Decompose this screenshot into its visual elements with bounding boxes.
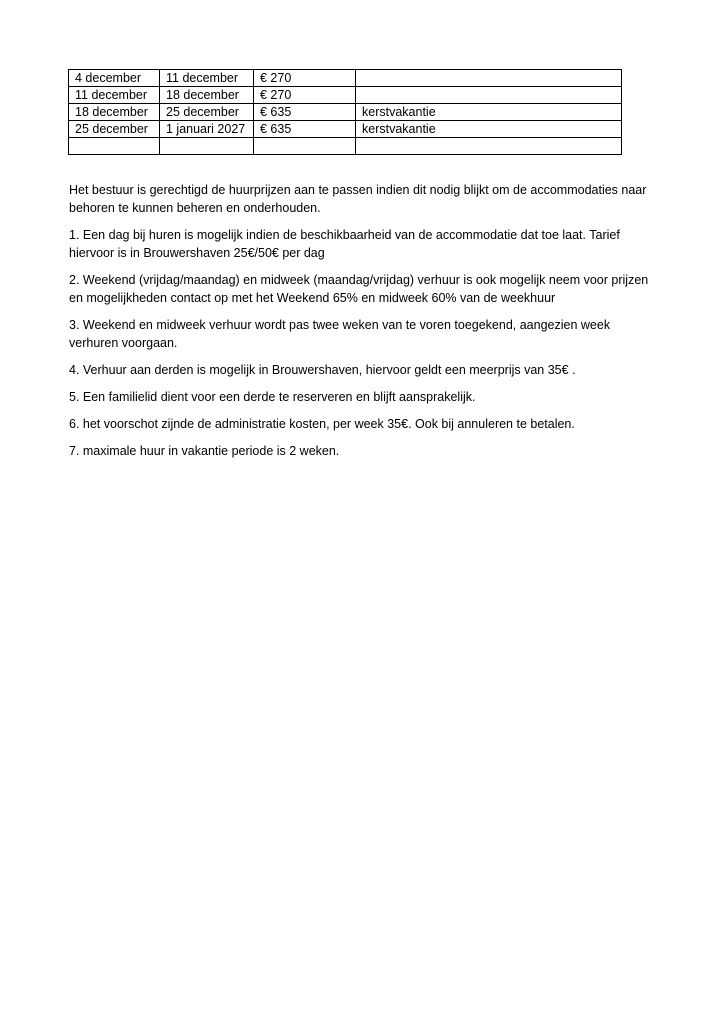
rule-4-third-party-rental: 4. Verhuur aan derden is mogelijk in Brouwershaven, hiervoor geldt een meerprijs van 35€ . — [69, 363, 576, 377]
note-cell — [356, 87, 622, 104]
price-cell: € 635 — [254, 121, 356, 138]
start-date-cell: 18 december — [69, 104, 160, 121]
end-date-cell: 1 januari 2027 — [160, 121, 254, 138]
terms-text — [69, 181, 659, 469]
price-cell — [254, 138, 356, 155]
price-cell: € 270 — [254, 87, 356, 104]
end-date-cell: 11 december — [160, 70, 254, 87]
table-row — [69, 121, 622, 138]
rental-rates-table — [68, 69, 622, 155]
table-row — [69, 104, 622, 121]
start-date-cell — [69, 138, 160, 155]
end-date-cell: 25 december — [160, 104, 254, 121]
table-row — [69, 70, 622, 87]
start-date-cell: 11 december — [69, 87, 160, 104]
table-row — [69, 87, 622, 104]
end-date-cell: 18 december — [160, 87, 254, 104]
rule-3-booking-timing: 3. Weekend en midweek verhuur wordt pas twee weken van te voren toegekend, aangezien week verhuren voorgaan. — [69, 318, 611, 350]
rule-1-day-rental: 1. Een dag bij huren is mogelijk indien de beschikbaarheid van de accommodatie dat toe laat. Tarief hiervoor is in Brouwershaven 25€/50€ per dag — [69, 228, 620, 260]
rule-7-max-rental: 7. maximale huur in vakantie periode is 2 weken. — [69, 444, 340, 458]
board-price-adjustment-paragraph: Het bestuur is gerechtigd de huurprijzen aan te passen indien dit nodig blijkt om de accommodaties naar behoren te kunnen beheren en onderhouden. — [69, 183, 647, 215]
note-cell — [356, 138, 622, 155]
rule-6-deposit: 6. het voorschot zijnde de administratie kosten, per week 35€. Ook bij annuleren te betalen. — [69, 417, 575, 431]
note-cell: kerstvakantie — [356, 104, 622, 121]
note-cell: kerstvakantie — [356, 121, 622, 138]
rule-2-weekend-midweek: 2. Weekend (vrijdag/maandag) en midweek (maandag/vrijdag) verhuur is ook mogelijk neem voor prijzen en mogelijkheden contact op met het Weekend 65% en midweek 60% van de weekhuur — [69, 273, 649, 305]
price-cell: € 635 — [254, 104, 356, 121]
table-row — [69, 138, 622, 155]
note-cell — [356, 70, 622, 87]
rule-5-family-member: 5. Een familielid dient voor een derde te reserveren en blijft aansprakelijk. — [69, 390, 476, 404]
end-date-cell — [160, 138, 254, 155]
start-date-cell: 4 december — [69, 70, 160, 87]
start-date-cell: 25 december — [69, 121, 160, 138]
price-cell: € 270 — [254, 70, 356, 87]
